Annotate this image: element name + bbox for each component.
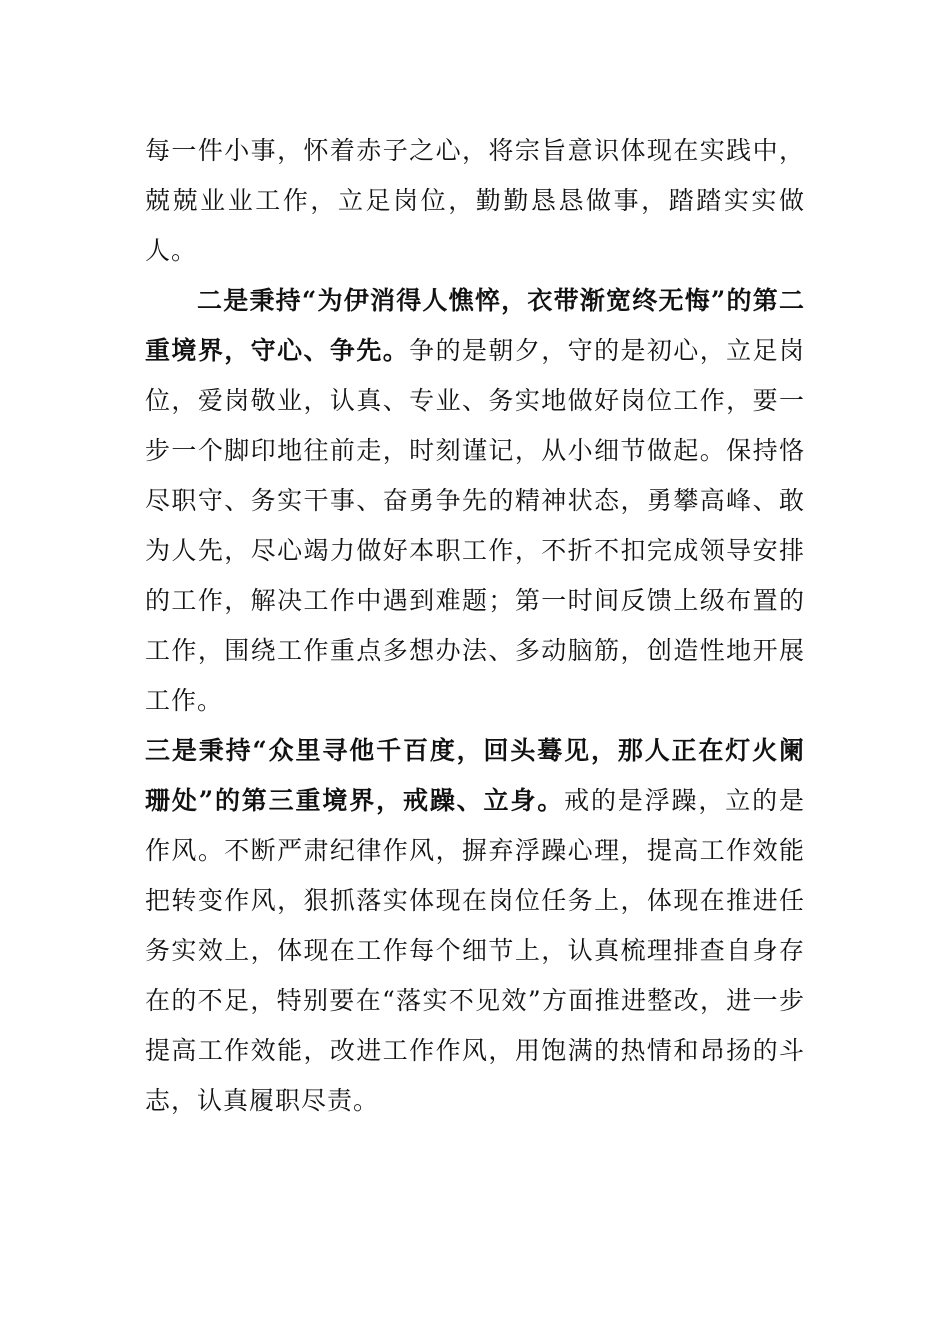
paragraph-third-realm (145, 726, 805, 1126)
paragraph-second-realm (145, 276, 805, 726)
paragraph-heading-third-realm: 三是秉持“众里寻他千百度，回头蓦见，那人正在灯火阑珊处”的第三重境界，戒躁、立身。 (145, 736, 805, 815)
document-body (145, 126, 805, 1126)
paragraph-continuation (145, 126, 805, 276)
paragraph-body-text: 每一件小事，怀着赤子之心，将宗旨意识体现在实践中，兢兢业业工作，立足岗位，勤勤恳恳做事，踏踏实实做人。 (145, 136, 805, 265)
paragraph-body-text: 争的是朝夕，守的是初心，立足岗位，爱岗敬业，认真、专业、务实地做好岗位工作，要一步一个脚印地往前走，时刻谨记，从小细节做起。保持恪尽职守、务实干事、奋勇争先的精神状态，勇攀高峰、敢为人先，尽心竭力做好本职工作，不折不扣完成领导安排的工作，解决工作中遇到难题；第一时间反馈上级布置的工作，围绕工作重点多想办法、多动脑筋，创造性地开展工作。 (145, 336, 805, 715)
paragraph-heading-second-realm: 二是秉持“为伊消得人憔悴，衣带渐宽终无悔”的第二重境界，守心、争先。 (145, 286, 805, 365)
paragraph-body-text: 戒的是浮躁，立的是作风。不断严肃纪律作风，摒弃浮躁心理，提高工作效能把转变作风，狠抓落实体现在岗位任务上，体现在推进任务实效上，体现在工作每个细节上，认真梳理排查自身存在的不足，特别要在“落实不见效”方面推进整改，进一步提高工作效能，改进工作作风，用饱满的热情和昂扬的斗志，认真履职尽责。 (145, 786, 805, 1115)
